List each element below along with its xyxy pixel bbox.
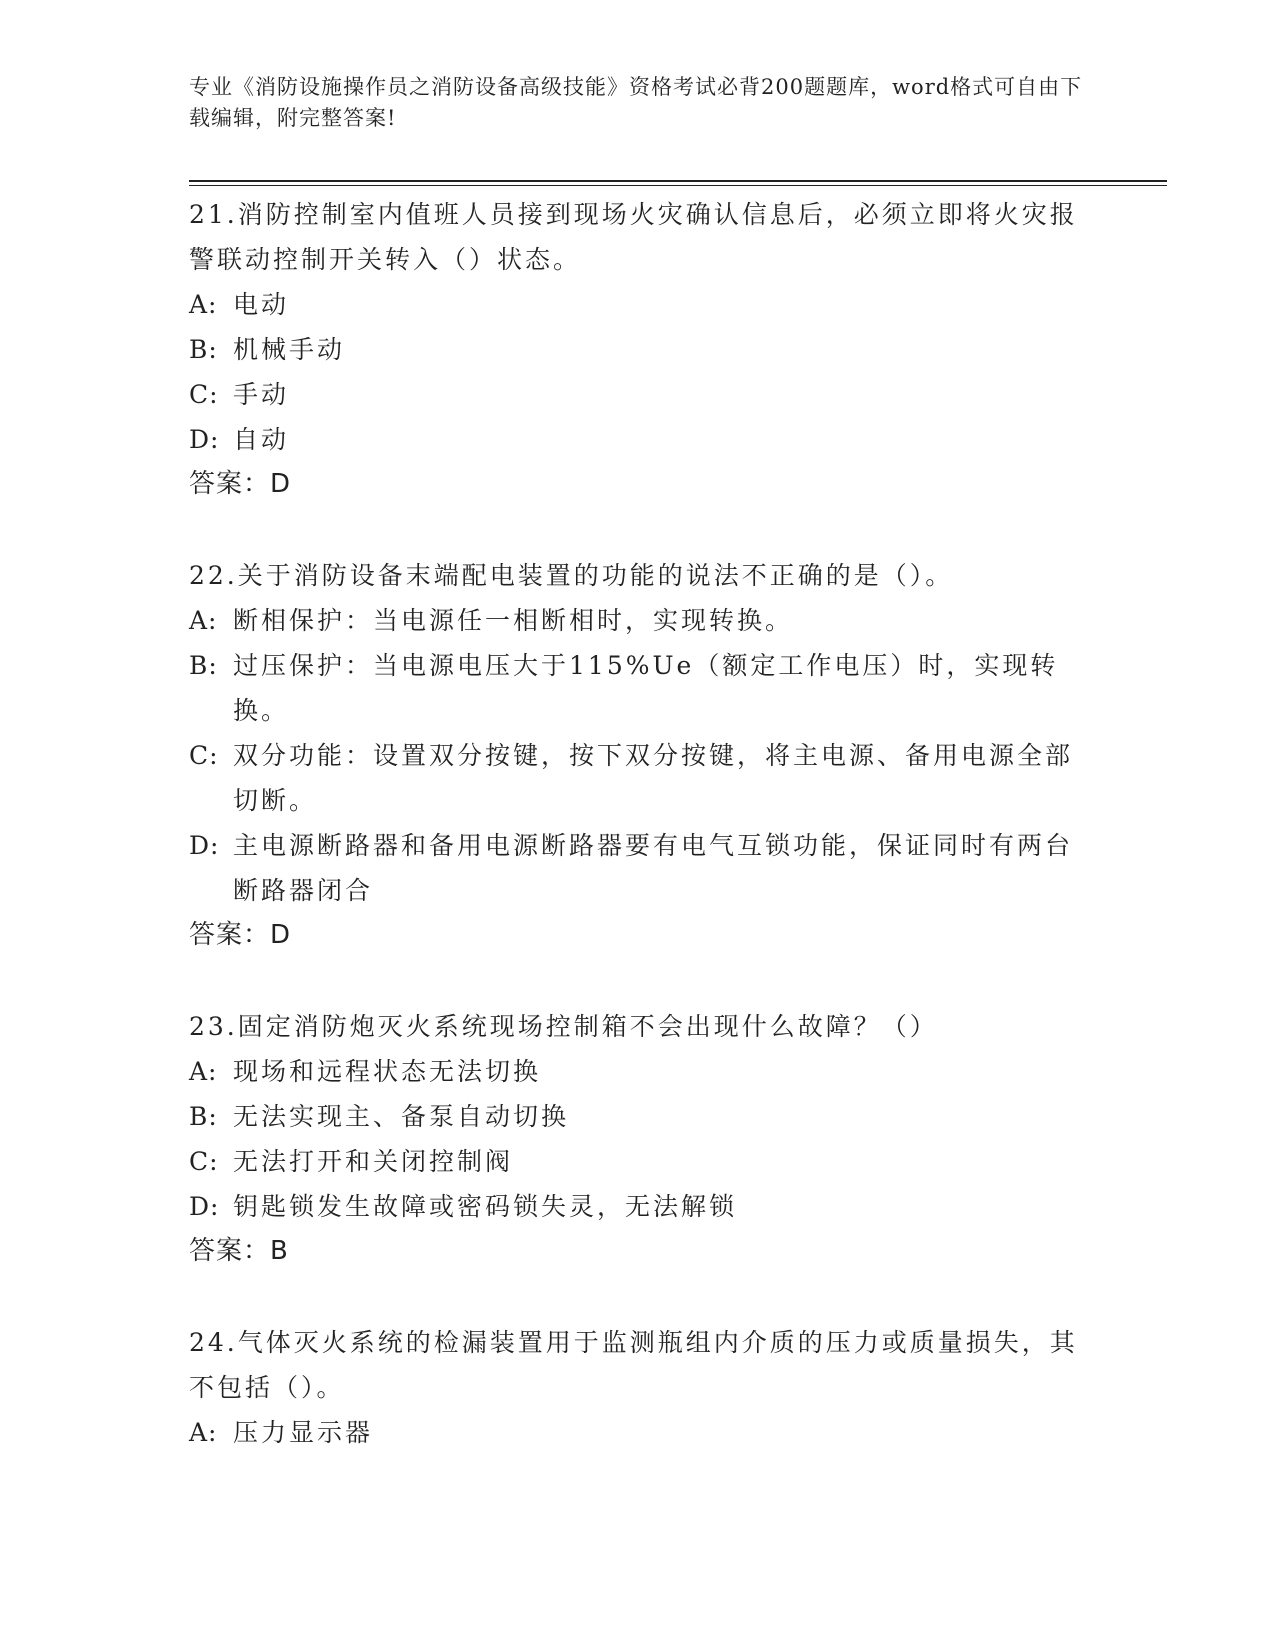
question-24 xyxy=(189,1320,1089,1455)
option-a xyxy=(189,282,1089,327)
question-spacer xyxy=(189,958,1089,1004)
document-header: 专业《消防设施操作员之消防设备高级技能》资格考试必背200题题库，word格式可自由下载编辑，附完整答案! xyxy=(189,75,1083,130)
option-b xyxy=(189,643,1089,733)
option-text: 压力显示器 xyxy=(233,1418,374,1447)
option-d xyxy=(189,417,1089,462)
option-letter: A: xyxy=(189,1057,218,1086)
header-rule-thin xyxy=(189,185,1167,186)
question-21 xyxy=(189,192,1089,507)
option-letter: B: xyxy=(189,1102,218,1131)
option-c xyxy=(189,372,1089,417)
option-text: 双分功能：设置双分按键，按下双分按键，将主电源、备用电源全部切断。 xyxy=(233,741,1074,815)
question-22 xyxy=(189,553,1089,958)
option-text: 主电源断路器和备用电源断路器要有电气互锁功能，保证同时有两台断路器闭合 xyxy=(233,831,1074,905)
answer-line: 答案：D xyxy=(189,469,292,499)
question-23 xyxy=(189,1004,1089,1274)
option-a xyxy=(189,1410,1089,1455)
answer-line: 答案：D xyxy=(189,920,292,950)
option-letter: D: xyxy=(189,831,220,860)
option-d xyxy=(189,1184,1089,1229)
option-letter: C: xyxy=(189,741,219,770)
option-text: 无法实现主、备泵自动切换 xyxy=(233,1102,570,1131)
option-letter: C: xyxy=(189,1147,219,1176)
option-c xyxy=(189,1139,1089,1184)
question-stem: 21.消防控制室内值班人员接到现场火灾确认信息后，必须立即将火灾报警联动控制开关转入（）状态。 xyxy=(189,200,1078,274)
question-list xyxy=(189,192,1089,1455)
option-text: 机械手动 xyxy=(233,335,346,364)
option-letter: A: xyxy=(189,606,218,635)
option-text: 过压保护：当电源电压大于115%Ue（额定工作电压）时，实现转换。 xyxy=(233,651,1059,725)
option-a xyxy=(189,598,1089,643)
option-text: 手动 xyxy=(233,380,290,409)
question-stem: 24.气体灭火系统的检漏装置用于监测瓶组内介质的压力或质量损失，其不包括（）。 xyxy=(189,1328,1078,1402)
question-stem: 23.固定消防炮灭火系统现场控制箱不会出现什么故障？（） xyxy=(189,1012,938,1041)
header-rule-thick xyxy=(189,180,1167,182)
option-b xyxy=(189,327,1089,372)
option-c xyxy=(189,733,1089,823)
option-b xyxy=(189,1094,1089,1139)
option-letter: D: xyxy=(189,425,220,454)
option-text: 钥匙锁发生故障或密码锁失灵，无法解锁 xyxy=(233,1192,738,1221)
option-text: 自动 xyxy=(233,425,290,454)
option-letter: D: xyxy=(189,1192,220,1221)
option-d xyxy=(189,823,1089,913)
option-letter: A: xyxy=(189,1418,218,1447)
option-letter: A: xyxy=(189,290,218,319)
answer-line: 答案：B xyxy=(189,1236,289,1266)
option-letter: B: xyxy=(189,335,218,364)
option-letter: B: xyxy=(189,651,218,680)
option-text: 现场和远程状态无法切换 xyxy=(233,1057,542,1086)
option-text: 无法打开和关闭控制阀 xyxy=(233,1147,514,1176)
option-text: 断相保护：当电源任一相断相时，实现转换。 xyxy=(233,606,794,635)
question-stem: 22.关于消防设备末端配电装置的功能的说法不正确的是（）。 xyxy=(189,561,954,590)
question-spacer xyxy=(189,507,1089,553)
option-letter: C: xyxy=(189,380,219,409)
option-a xyxy=(189,1049,1089,1094)
option-text: 电动 xyxy=(233,290,290,319)
question-spacer xyxy=(189,1274,1089,1320)
